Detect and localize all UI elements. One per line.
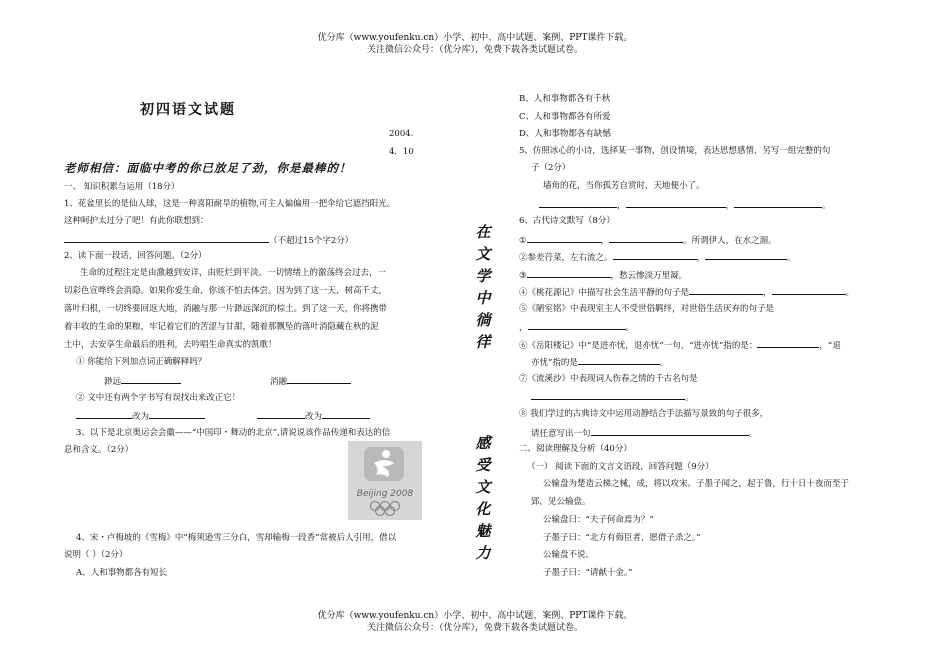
passage-line-3: 落叶归根，一切终要回返大地，消融与那一片渺远深沉的棕土。到了这一天，你将携带 <box>64 304 388 314</box>
q5-answer-row: ， ， 。 <box>539 198 831 212</box>
correction-1-label: 改为 <box>132 412 150 422</box>
q5-blank-1[interactable] <box>539 198 617 208</box>
recite-1-number: ① <box>519 236 527 246</box>
recite-1-tail: 。所谓伊人，在水之湄。 <box>683 236 777 246</box>
q5-blank-2[interactable] <box>626 198 726 208</box>
word-1-blank[interactable] <box>121 374 181 384</box>
q5-example-poem: 墙角的花，当你孤芳自赏时，天地便小了。 <box>543 181 705 191</box>
page-footer <box>0 610 950 634</box>
recite-4-row: ④《桃花源记》中描写社会生活平静的句子是 ， 。 <box>519 285 854 299</box>
q5-line-2: 子（2分） <box>531 163 571 173</box>
q2-sub-2: ② 文中还有两个字书写有误找出来改正它！ <box>76 393 241 403</box>
recite-7-answer-row: 。 <box>531 390 694 404</box>
encouragement-slogan: 老师相信：面临中考的你已放足了劲，你是最棒的！ <box>64 161 352 175</box>
part-1-heading: （一） 阅读下面的文言文语段，回答问题（9分） <box>527 462 714 472</box>
recite-2-blank-a[interactable] <box>613 250 697 260</box>
word-2: 消融 <box>270 377 288 387</box>
correction-1-wrong-blank[interactable] <box>76 409 132 419</box>
olympic-emblem-icon <box>348 441 422 520</box>
correction-1-row <box>76 409 205 423</box>
q4-line-2: 说明（ ）（2分） <box>64 550 128 560</box>
exam-date-year: 2004. <box>389 129 414 139</box>
recite-6-blank-b[interactable] <box>578 355 660 365</box>
recite-4-blank-b[interactable] <box>772 285 846 295</box>
recite-2-text: 参差荇菜，左右流之。 <box>527 253 613 263</box>
recite-5-line-1: ⑤《陋室铭》中表现室主人不受世俗羁绊，对世俗生活厌弃的句子是 <box>519 304 775 314</box>
recite-6-text-c: 亦忧”指的是 <box>531 358 578 368</box>
q4-option-b: B、人和事物都各有千秋 <box>519 94 611 104</box>
recite-7-row <box>519 373 698 385</box>
classical-text-line-4: 子墨子曰：“北方有侮臣者，愿借子杀之。” <box>543 533 701 543</box>
word-2-blank[interactable] <box>287 374 351 384</box>
correction-2-row <box>257 409 370 423</box>
classical-text-line-3: 公输盘曰：“夫子何命焉为？” <box>543 515 654 525</box>
correction-1-right-blank[interactable] <box>149 409 205 419</box>
q2-heading: 2、读下面一段话，回答问题。（2分） <box>64 251 207 261</box>
recite-8-blank[interactable] <box>591 426 749 436</box>
recite-3-row <box>519 268 687 282</box>
passage-line-2: 切彩色宣哗终会消隐。如果你爱生命，你该不怕去体尝。因为到了这一天，树高千丈， <box>64 286 388 296</box>
word-1-row <box>104 374 181 388</box>
recite-1-blank-b[interactable] <box>609 233 683 243</box>
logo-caption: Beijing 2008 <box>356 489 414 499</box>
beijing-2008-logo <box>348 441 422 520</box>
recite-1-blank-a[interactable] <box>527 233 601 243</box>
recite-6-text-a: ⑥《岳阳楼记》中“是进亦忧，退亦忧”一句，“进亦忧”指的是： <box>519 341 758 351</box>
recite-2-blank-b[interactable] <box>705 250 787 260</box>
recite-8-line-1: ⑧ 我们学过的古典诗文中运用动静结合手法描写景致的句子很多， <box>519 409 769 419</box>
q1-line-2: 这种呵护太过分了吧！有此你联想到： <box>64 216 209 226</box>
recite-8-prompt: 请任意写出一句 <box>531 429 591 439</box>
q1-line-1: 1、花盆里长的是仙人球，这是一种喜阳耐旱的植物,可主人偏偏用一把伞给它遮挡阳光。 <box>64 199 396 209</box>
header-line-2: 关注微信公众号：（优分库），免费下载各类试题试卷。 <box>366 45 583 55</box>
q4-option-a: A、人和事物都各有短长 <box>76 568 168 578</box>
recite-4-text: ④《桃花源记》中描写社会生活平静的句子是 <box>519 288 690 298</box>
q5-line-1: 5、仿照冰心的小诗，选择某一事物，创设情境，表达思想感情，另写一组完整的句 <box>519 146 831 156</box>
q1-answer-line <box>64 233 353 247</box>
recite-3-number: ③ <box>519 271 527 281</box>
banner-bottom: 感受文化魅力 <box>475 434 491 562</box>
recite-5-blank[interactable] <box>528 320 626 330</box>
q1-answer-blank[interactable] <box>64 233 269 243</box>
recite-6-blank-a[interactable] <box>757 338 819 348</box>
footer-line-1: 优分库（www.youfenku.cn）小学、初中、高中试题、案例、PPT课件下载。 <box>317 611 633 621</box>
q4-line-1: 4、宋・卢梅坡的《雪梅》中“梅须逊雪三分白，雪却输梅一段香”常被后人引用，借以 <box>76 533 397 543</box>
section-1-heading: 一、 知识积累与运用（18分） <box>64 182 180 192</box>
header-line-1: 优分库（www.youfenku.cn）小学、初中、高中试题、案例、PPT课件下载。 <box>317 33 633 43</box>
classical-text-line-1: 公输盘为楚造云梯之械，成，将以攻宋。子墨子闻之，起于鲁，行十日十夜而至于 <box>543 479 850 489</box>
q3-line-1: 3、以下是北京奥运会会徽——“中国印・舞动的北京”,请说说该作品传递和表达的信 <box>76 428 391 438</box>
word-1: 渺远 <box>104 377 122 387</box>
classical-text-line-6: 子墨子曰：“请献十金。” <box>543 568 633 578</box>
passage-line-5: 土中，去安享生命最后的胜利，去吟唱生命真实的凯歌！ <box>64 340 277 350</box>
recite-8-line-2: 请任意写出一句 。 <box>531 426 757 440</box>
classical-text-line-2: 郢，见公输盘。 <box>531 497 591 507</box>
recite-7-text: ⑦《流溪沙》中表现词人伤春之情的千古名句是 <box>519 374 698 384</box>
q1-note: （不超过15个字2分） <box>269 236 354 246</box>
q5-blank-3[interactable] <box>734 198 822 208</box>
exam-title: 初四语文试题 <box>140 102 236 118</box>
recite-6-line-1 <box>519 338 841 352</box>
correction-2-wrong-blank[interactable] <box>257 409 305 419</box>
correction-2-label: 改为 <box>305 412 323 422</box>
q4-option-c: C、人和事物都各有所爱 <box>519 112 611 122</box>
q4-option-d: D、人和事物都各有缺憾 <box>519 129 611 139</box>
recite-2-row: ②参差荇菜，左右流之。 ， 。 <box>519 250 796 264</box>
q6-heading: 6、古代诗文默写（8分） <box>519 216 615 226</box>
passage-line-4: 着丰收的生命的果粮，牢记着它们的苦涩与甘甜，随着那飘坠的落叶消隐藏在秋的泥 <box>64 322 379 332</box>
exam-date-day: 4．10 <box>389 147 414 157</box>
section-2-heading: 二、阅读理解及分析（40分） <box>519 444 632 454</box>
recite-7-blank[interactable] <box>531 390 685 400</box>
recite-6-text-b: ，“退 <box>819 341 841 351</box>
classical-text-line-5: 公输盘不说。 <box>543 550 595 560</box>
recite-3-tail: ，愁云惨淡万里凝。 <box>610 271 688 281</box>
q2-sub-1: ① 你能给下列加点词正确解释吗？ <box>76 357 207 367</box>
recite-4-blank-a[interactable] <box>689 285 763 295</box>
recite-5-line-2: ， 。 <box>519 320 634 334</box>
correction-2-right-blank[interactable] <box>322 409 370 419</box>
page-header <box>0 32 950 56</box>
banner-top: 在文学中徜徉 <box>475 223 491 351</box>
recite-5-comma: ， <box>519 323 528 333</box>
q3-line-2: 息和含义。（2分） <box>64 445 134 455</box>
passage-line-1: 生命的过程注定是由激越到安详，由贬烂到平淡。一切情绪上的激荡终会过去，一 <box>80 268 387 278</box>
recite-3-blank[interactable] <box>527 268 611 278</box>
footer-line-2: 关注微信公众号：（优分库），免费下载各类试题试卷。 <box>366 623 583 633</box>
recite-2-number: ② <box>519 253 528 263</box>
word-2-row <box>270 374 351 388</box>
recite-6-line-2: 亦忧”指的是 。 <box>531 355 668 369</box>
recite-1-row: ① ， 。所谓伊人，在水之湄。 <box>519 233 777 247</box>
